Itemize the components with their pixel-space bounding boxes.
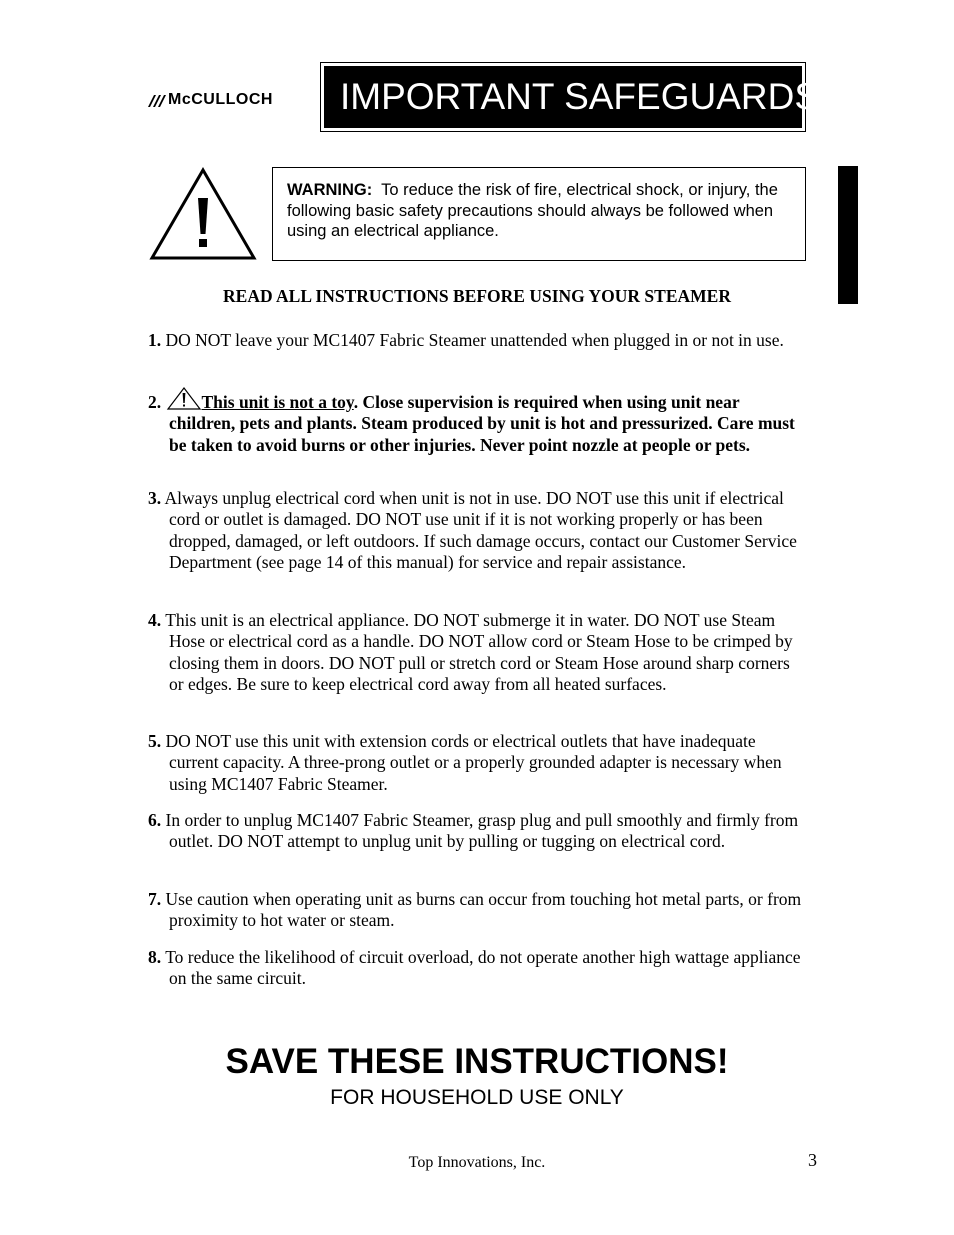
list-item (148, 810, 808, 853)
item-number: 4. (148, 610, 162, 630)
page-number: 3 (808, 1150, 817, 1170)
item-text: Always unplug electrical cord when unit is not in use. DO NOT use this unit if electrical cord or outlet is damaged. DO NOT use unit if it is not working properly or has been dropped, damaged, or left outdoors. If such damage occurs, contact our Customer Service Department (see page 14 of this manual) for service and repair assistance. (164, 488, 797, 572)
toy-warning-underlined: This unit is not a toy (201, 392, 354, 412)
item-text: In order to unplug MC1407 Fabric Steamer, grasp plug and pull smoothly and firmly from outlet. DO NOT attempt to unplug unit by pulling or tugging on electrical cord. (165, 810, 799, 852)
list-item (148, 610, 808, 695)
logo-text: McCULLOCH (168, 91, 273, 108)
item-number: 7. (148, 889, 162, 909)
item-number: 5. (148, 731, 162, 751)
item-text: DO NOT leave your MC1407 Fabric Steamer unattended when plugged in or not in use. (165, 330, 784, 350)
warning-triangle-icon (148, 166, 258, 262)
list-item (148, 330, 808, 351)
mcculloch-logo (146, 90, 311, 110)
item-number: 2. (148, 392, 162, 412)
page-title-box (320, 62, 820, 132)
footer-company: Top Innovations, Inc. (408, 1154, 546, 1171)
item-text: . Close supervision is required when using unit near children, pets and plants. Steam produced by unit is hot and pressurized. Care must be taken to avoid burns or other injuries. Never point nozzle at people or pets. (169, 392, 795, 455)
list-item (148, 386, 808, 456)
item-text: DO NOT use this unit with extension cords or electrical outlets that have inadequate current capacity. A three-prong outlet or a properly grounded adapter is necessary when using MC1407 Fabric Steamer. (165, 731, 782, 794)
save-instructions-heading: SAVE THESE INSTRUCTIONS! (225, 1042, 729, 1081)
warning-box (272, 167, 806, 261)
warning-text: To reduce the risk of fire, electrical shock, or injury, the following basic safety precautions should always be followed when using an electrical appliance. (287, 181, 778, 241)
logo-mark-icon (146, 90, 168, 110)
item-text: To reduce the likelihood of circuit overload, do not operate another high wattage appliance on the same circuit. (165, 947, 801, 989)
list-item (148, 947, 808, 990)
section-tab-marker (838, 166, 858, 304)
item-number: 8. (148, 947, 162, 967)
warning-label: WARNING: (287, 181, 373, 199)
household-use-note: FOR HOUSEHOLD USE ONLY (330, 1086, 624, 1109)
item-number: 3. (148, 488, 162, 508)
item-number: 1. (148, 330, 162, 350)
read-all-heading: READ ALL INSTRUCTIONS BEFORE USING YOUR STEAMER (223, 286, 731, 306)
list-item (148, 488, 808, 573)
item-text: This unit is an electrical appliance. DO NOT submerge it in water. DO NOT use Steam Hose or electrical cord as a handle. DO NOT allow cord or Steam Hose to be crimped by closing them in doors. DO NOT pull or stretch cord or Steam Hose around sharp corners or edges. Be sure to keep electrical cord away from all heated surfaces. (165, 610, 793, 694)
list-item (148, 889, 808, 932)
list-item (148, 731, 808, 795)
caution-triangle-icon (166, 386, 202, 410)
item-number: 6. (148, 810, 162, 830)
page-title: IMPORTANT SAFEGUARDS (324, 66, 802, 128)
item-text: Use caution when operating unit as burns can occur from touching hot metal parts, or from proximity to hot water or steam. (165, 889, 802, 931)
